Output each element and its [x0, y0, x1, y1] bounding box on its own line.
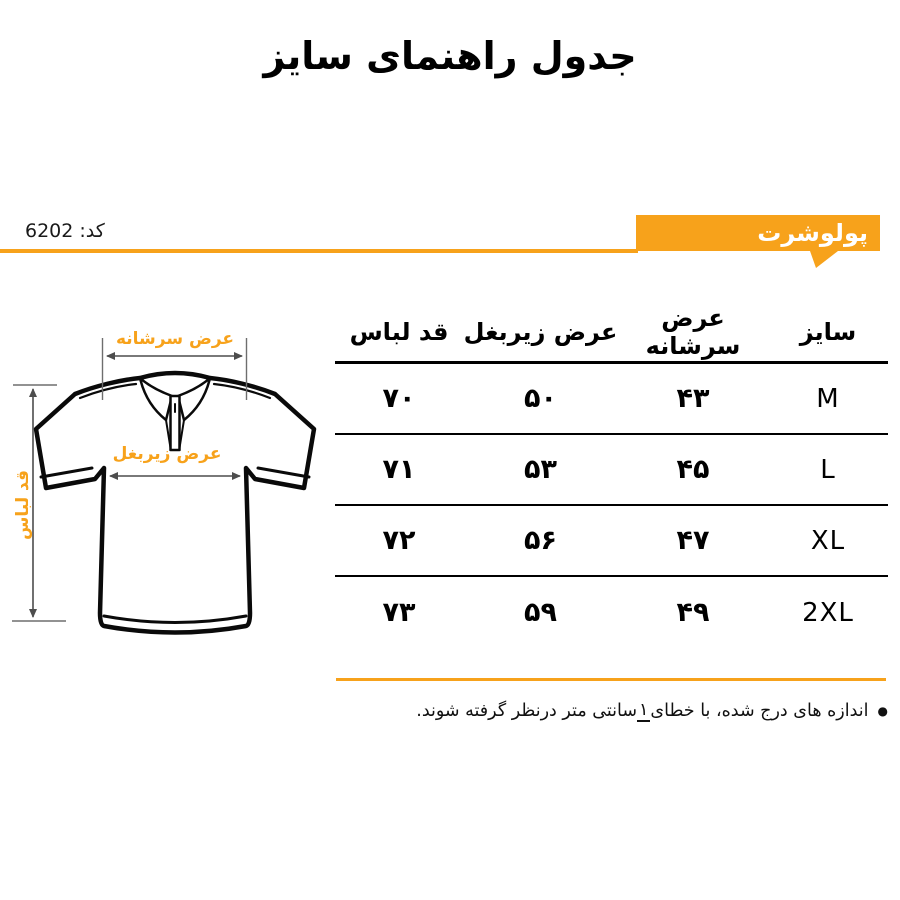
table-row-xl: [335, 506, 888, 577]
page-title: جدول راهنمای سایز: [263, 34, 637, 78]
shoulder-width-label: عرض سرشانه: [115, 329, 235, 349]
table-row-m: [335, 364, 888, 435]
size-value: L: [820, 454, 836, 485]
product-name-bubble: [636, 215, 880, 251]
footnote-divider-line: [336, 678, 886, 681]
column-header-size: سایز: [799, 317, 857, 346]
underarm-value: ۵۰: [524, 383, 557, 414]
garment-length-label: قد لباس: [13, 470, 33, 541]
shoulder-value: ۴۳: [676, 383, 710, 414]
footnote: [416, 700, 888, 722]
underarm-value: ۵۶: [524, 525, 557, 556]
size-value: XL: [810, 525, 846, 556]
size-value: M: [816, 383, 840, 414]
polo-shirt-diagram: [0, 308, 330, 658]
table-row-l: [335, 435, 888, 506]
size-table: [335, 302, 888, 648]
band-divider-line: [0, 249, 638, 253]
shoulder-value: ۴۹: [676, 597, 710, 628]
length-value: ۷۱: [382, 454, 416, 485]
column-header-underarm: عرض زیربغل: [463, 317, 618, 346]
footnote-text-suffix: سانتی متر درنظر گرفته شوند.: [416, 701, 638, 721]
shirt-outline: [36, 373, 314, 633]
footnote-tolerance-value: ۱: [639, 700, 649, 720]
table-row-2xl: [335, 577, 888, 648]
size-table-header: [335, 302, 888, 364]
bubble-tail-icon: [800, 251, 850, 271]
product-code-label: کد: 6202: [25, 220, 105, 242]
shoulder-value: ۴۷: [676, 525, 710, 556]
shoulder-value: ۴۵: [676, 454, 710, 485]
underarm-value: ۵۳: [524, 454, 557, 485]
length-value: ۷۳: [382, 597, 416, 628]
footnote-text-prefix: اندازه های درج شده، با خطای: [650, 701, 869, 721]
column-header-length: قد لباس: [349, 317, 449, 346]
underarm-value: ۵۹: [524, 597, 557, 628]
product-name: پولوشرت: [757, 219, 868, 247]
column-header-shoulder: عرض سرشانه: [645, 303, 741, 360]
size-value: 2XL: [802, 597, 854, 628]
underarm-width-label: عرض زیربغل: [112, 444, 222, 464]
length-value: ۷۰: [382, 383, 416, 414]
bullet-icon: ●: [877, 704, 888, 718]
length-value: ۷۲: [382, 525, 416, 556]
